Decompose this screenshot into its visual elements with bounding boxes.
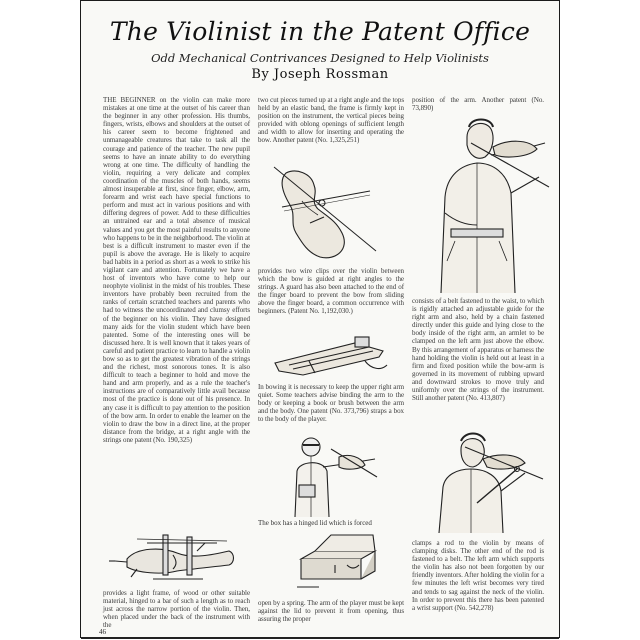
- hinged-box-device-illustration: [291, 529, 383, 593]
- column-2-bottom-text: open by a spring. The arm of the player must be kept against the lid to prevent it from opening, thus assuring the proper: [258, 599, 404, 624]
- violinist-with-rod-illustration: [417, 429, 545, 533]
- column-2-mid-text-2: In bowing it is necessary to keep the upper right arm quiet. Some teachers advise binding the arm to the body or keeping a book or brush between the arm and the body. One patent (No. 373,796) straps a box to the body of the player.: [258, 383, 404, 424]
- violin-bow-guide-illustration: [107, 529, 247, 583]
- column-2-mid-text-1: provides two wire clips over the violin between which the bow is guided at right angles to the strings. A guard has also been attached to the end of the finger board to prevent the bow from sliding above the finger board, a common occurrence with beginners. (Patent No. 1,192,030.): [258, 267, 404, 316]
- article-subtitle: Odd Mechanical Contrivances Designed to Help Violinists: [151, 51, 489, 65]
- violinist-with-arm-harness-illustration: [411, 117, 551, 293]
- column-2-top-text: two cut pieces turned up at a right angle and the tops held by an elastic band, the frame is firmly kept in position on the instrument, the vertical pieces being provided with oblong openings of sufficient length and width to allow for inserting and operating the bow. Another patent (No. 1,325,251): [258, 96, 404, 145]
- column-3-mid-text: consists of a belt fastened to the waist, to which is rigidly attached an adjustable guide for the right arm and also, held by a chain fastened directly under this guide and lying close to the body inside of the right arm, an armlet to be clamped on the left arm just above the elbow. By this arrangement of apparatus or harness the hand holding the violin is held out at least in a firm and fixed position while the bow-arm is governed in its movement of rubbing upward and downward strokes to move truly and uniformly over the strings of the instrument. Still another patent (No. 413,807): [412, 297, 544, 403]
- column-3-bottom-text: clamps a rod to the violin by means of clamping disks. The other end of the rod is fastened to a belt. The left arm which supports the violin has also not been forgotten by our friendly inventors. After holding the violin for a few minutes the left wrist becomes very tired and tends to sag against the neck of the violin. In order to prevent this there has been patented a wrist support (No. 542,278): [412, 539, 544, 612]
- article-title: The Violinist in the Patent Office: [109, 17, 531, 46]
- column-2-caption: The box has a hinged lid which is forced: [258, 519, 372, 527]
- column-1-top-text: THE BEGINNER on the violin can make more mistakes at one time at the outset of his career than the beginner in any other profession. His thumbs, fingers, wrists, elbows and shoulders at the outset of his career seem to become frightened and unmanageable creatures that take to task all the courage and patience of the teacher. The new pupil seems to have an innate ability to do everything wrong at one time. The difficulty of handling the violin, requiring a very delicate and complex coordination of the muscles of both hands, seems almost insuperable at first, since finger, elbow, arm, forearm and wrist each have special functions to perform and must act in various positions and with differing degrees of power. Add to these difficulties an untrained ear and a total absence of musical values and you get the most painful results to anyone who happens to be in the neighborhood. The violin at best is a difficult instrument to master even if the pupil is above the average. He is likely to acquire bad habits in a period as short as a week to strike his vigilant care and attention. Fortunately we have a host of inventors who have come to help our neophyte violinist in the midst of his troubles. These inventors have probably been recruited from the ranks of certain scratched teachers and parents who had to witness the uncoordinated and clumsy efforts of the beginner on his violin. They have designed many aids for the violin student which have been patented. Some of the interesting ones will be discussed here. It is well known that it takes years of careful and patient practice to learn to handle a violin bow so as to get the greatest vibration of the strings and the richest, most sonorous tones. It is also difficult to teach a beginner to hold and move the hand and arm properly, and as a rule the teacher's instructions are of comparatively little avail because most of the practice is done out of his presence. In any case it is difficult to pay attention to the position of the bow arm. In order to enable the learner on the violin to draw the bow in a direct line, at the proper distance from the bridge, at a right angle with the strings one patent (No. 190,325): [103, 96, 250, 444]
- column-1-bottom-text: provides a light frame, of wood or other suitable material, hinged to a bar of such a length as to reach just across the narrow portion of the violin. Then, when placed under the back of the instrument with the: [103, 589, 250, 630]
- violin-wire-clip-illustration: [266, 163, 386, 263]
- player-with-arm-box-illustration: [281, 431, 381, 517]
- article-byline: By Joseph Rossman: [251, 67, 389, 82]
- page-number: 46: [99, 628, 106, 636]
- bottom-rule: [81, 637, 559, 639]
- magazine-page: [80, 0, 560, 638]
- fingerboard-guard-illustration: [269, 335, 391, 379]
- column-3-top-text: position of the arm. Another patent (No. 73,890): [412, 96, 544, 113]
